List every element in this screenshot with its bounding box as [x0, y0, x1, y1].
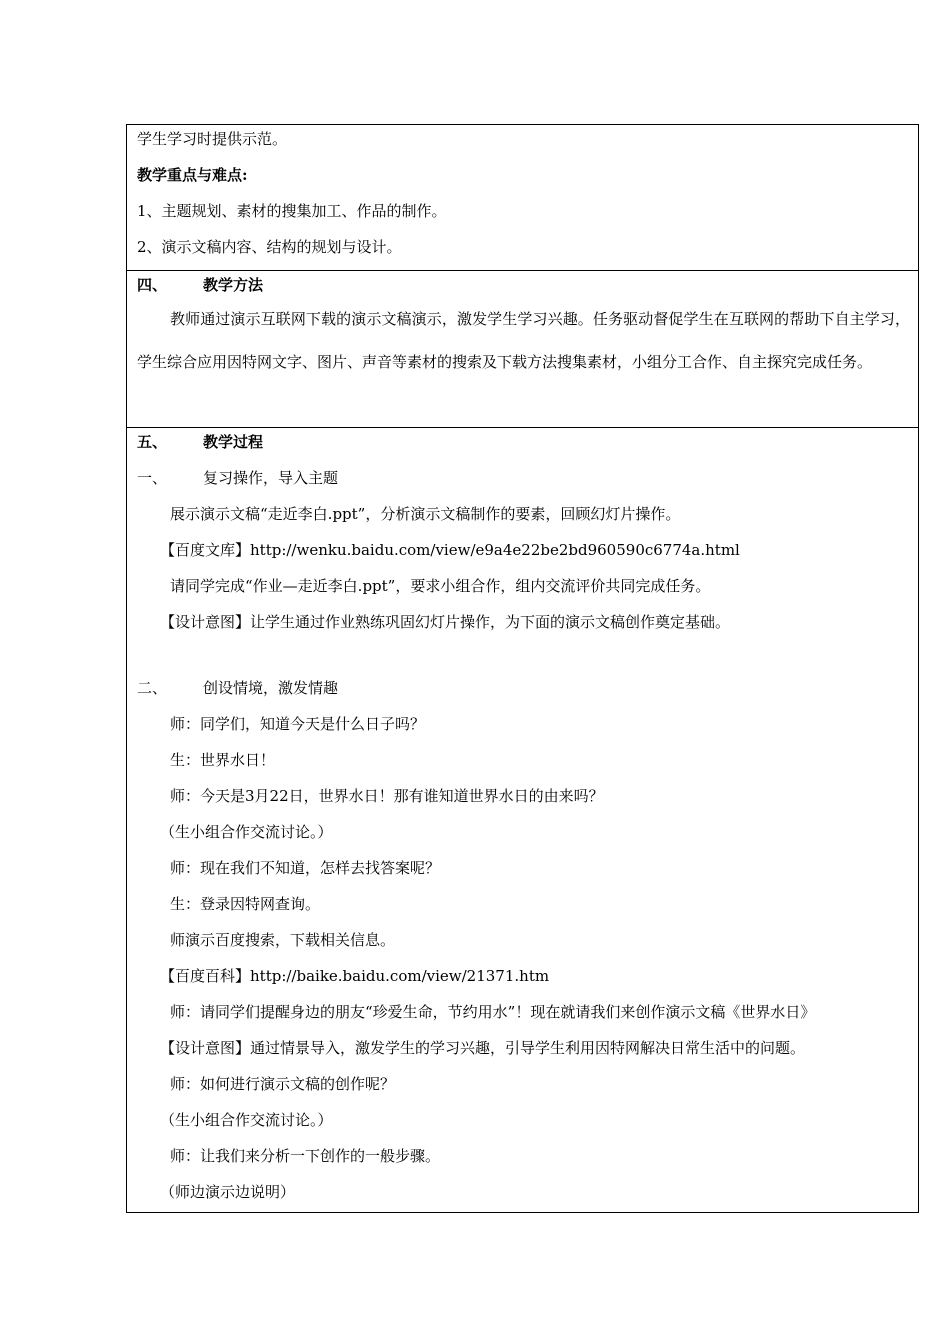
section-number: 五、: [137, 433, 168, 451]
teaching-method-body: 教师通过演示互联网下载的演示文稿演示，激发学生学习兴趣。任务驱动督促学生在互联网的帮助下自主学习，学生综合应用因特网文字、图片、声音等素材的搜索及下载方法搜集素材，小组分工合作、自主探究完成任务。: [137, 310, 910, 371]
subsection-number: 二、: [137, 679, 168, 697]
section-title: 教学过程: [203, 433, 264, 451]
key-point-item: 2、演示文稿内容、结构的规划与设计。: [137, 238, 402, 256]
dialog-line: 师：同学们，知道今天是什么日子吗？: [170, 715, 426, 733]
reference-link: 【百度百科】http://baike.baidu.com/view/21371.htm: [160, 967, 550, 985]
reference-link: 【百度文库】http://wenku.baidu.com/view/e9a4e22be2bd960590c6774a.html: [160, 541, 740, 559]
subsection-title: 创设情境，激发情趣: [203, 679, 339, 697]
design-intent: 【设计意图】让学生通过作业熟练巩固幻灯片操作，为下面的演示文稿创作奠定基础。: [160, 613, 731, 631]
dialog-line: 生：登录因特网查询。: [170, 895, 321, 913]
continued-text: 学生学习时提供示范。: [137, 130, 288, 148]
dialog-line: （生小组合作交流讨论。）: [160, 1111, 333, 1129]
dialog-line: 师：让我们来分析一下创作的一般步骤。: [170, 1147, 441, 1165]
design-intent: 【设计意图】通过情景导入，激发学生的学习兴趣，引导学生利用因特网解决日常生活中的问题。: [160, 1039, 806, 1057]
dialog-line: 师：请同学们提醒身边的朋友“珍爱生命，节约用水”！现在就请我们来创作演示文稿《世界水日》: [170, 1003, 816, 1021]
lesson-plan-table: [126, 124, 919, 1213]
dialog-line: （师边演示边说明）: [160, 1183, 296, 1201]
teaching-method-section: [127, 271, 918, 427]
section-number: 四、: [137, 276, 168, 294]
teaching-process-section: [127, 428, 918, 1213]
key-points-heading: 教学重点与难点:: [137, 166, 248, 184]
key-points-section: [127, 125, 918, 270]
process-line: 请同学完成“作业—走近李白.ppt”，要求小组合作，组内交流评价共同完成任务。: [170, 577, 711, 595]
dialog-line: 师：如何进行演示文稿的创作呢？: [170, 1075, 396, 1093]
subsection-number: 一、: [137, 469, 168, 487]
dialog-line: 师演示百度搜索，下载相关信息。: [170, 931, 396, 949]
process-line: 展示演示文稿“走近李白.ppt”，分析演示文稿制作的要素，回顾幻灯片操作。: [170, 505, 681, 523]
section-title: 教学方法: [203, 276, 264, 294]
dialog-line: 生：世界水日！: [170, 751, 276, 769]
dialog-line: （生小组合作交流讨论。）: [160, 823, 333, 841]
key-point-item: 1、主题规划、素材的搜集加工、作品的制作。: [137, 202, 447, 220]
dialog-line: 师：今天是3月22日，世界水日！那有谁知道世界水日的由来吗？: [170, 787, 604, 805]
subsection-title: 复习操作，导入主题: [203, 469, 339, 487]
dialog-line: 师：现在我们不知道，怎样去找答案呢？: [170, 859, 441, 877]
